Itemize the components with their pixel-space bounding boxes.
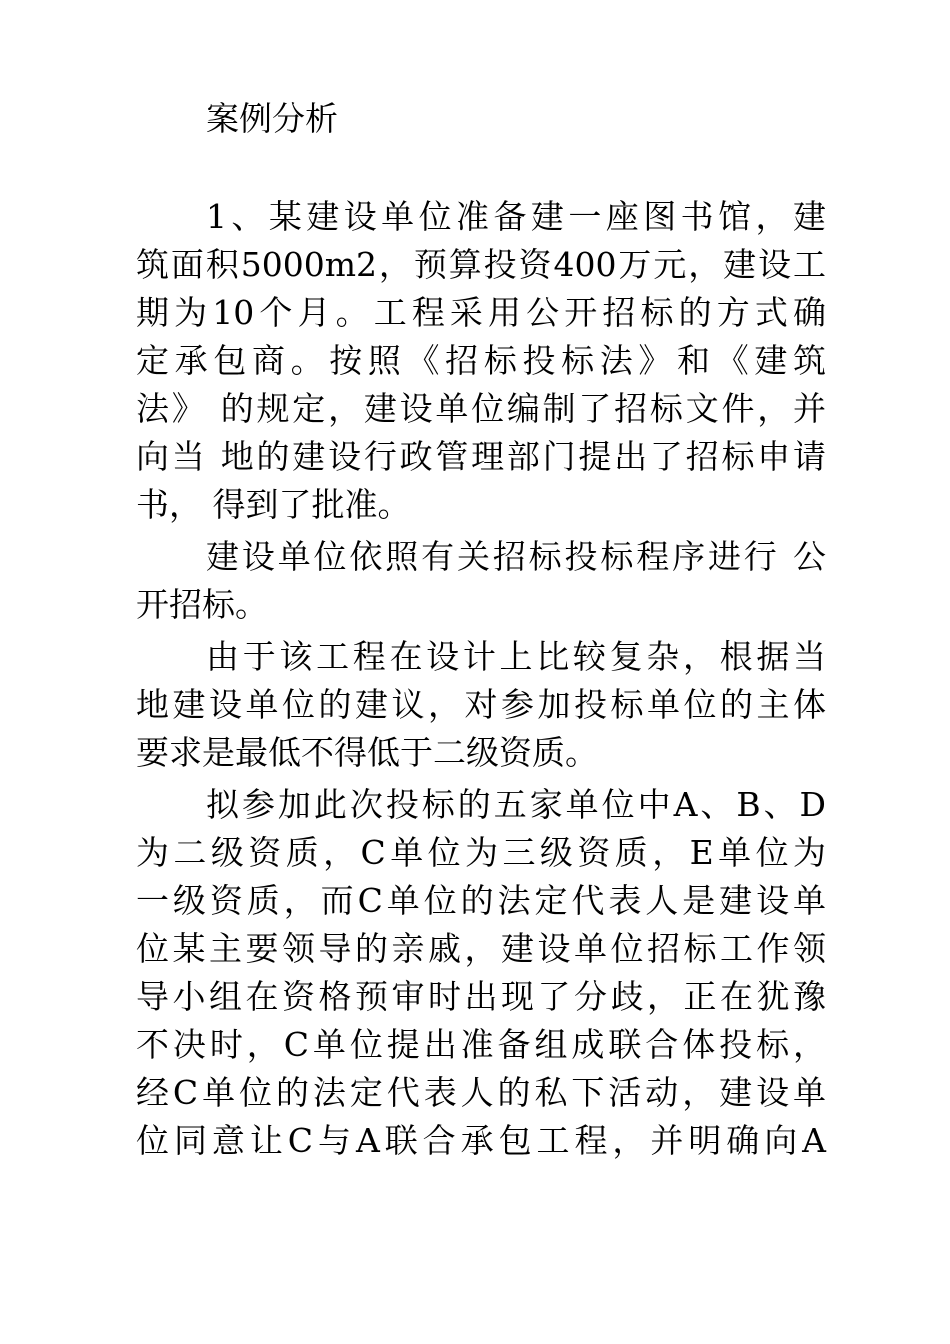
text-line: 开招标。 [136, 585, 268, 624]
text-line: 位同意让C与A联合承包工程，并明确向A [136, 1121, 826, 1160]
text-line: 地建设单位的建议，对参加投标单位的主体 [136, 685, 826, 724]
text-line: 位某主要领导的亲戚，建设单位招标工作领 [136, 929, 826, 968]
text-line: 由于该工程在设计上比较复杂，根据当 [206, 637, 826, 676]
text-line: 定承包商。按照《招标投标法》和《建筑 [136, 341, 826, 380]
text-line: 建设单位依照有关招标投标程序进行 公 [206, 537, 826, 576]
text-line: 期为10个月。工程采用公开招标的方式确 [136, 293, 826, 332]
text-line: 1、某建设单位准备建一座图书馆，建 [206, 197, 826, 236]
text-line: 一级资质，而C单位的法定代表人是建设单 [136, 881, 826, 920]
text-line: 导小组在资格预审时出现了分歧，正在犹豫 [136, 977, 826, 1016]
text-line: 法》 的规定，建设单位编制了招标文件，并 [136, 389, 826, 428]
text-line: 为二级资质，C单位为三级资质，E单位为 [136, 833, 826, 872]
text-line: 不决时，C单位提出准备组成联合体投标， [136, 1025, 826, 1064]
text-line: 向当 地的建设行政管理部门提出了招标申请 [136, 437, 826, 476]
text-line: 经C单位的法定代表人的私下活动，建设单 [136, 1073, 826, 1112]
text-line: 书， 得到了批准。 [136, 485, 411, 524]
text-line: 筑面积5000m2，预算投资400万元，建设工 [136, 245, 826, 284]
text-line: 要求是最低不得低于二级资质。 [136, 733, 598, 772]
document-title: 案例分析 [206, 99, 338, 138]
text-line: 拟参加此次投标的五家单位中A、B、D [206, 785, 826, 824]
